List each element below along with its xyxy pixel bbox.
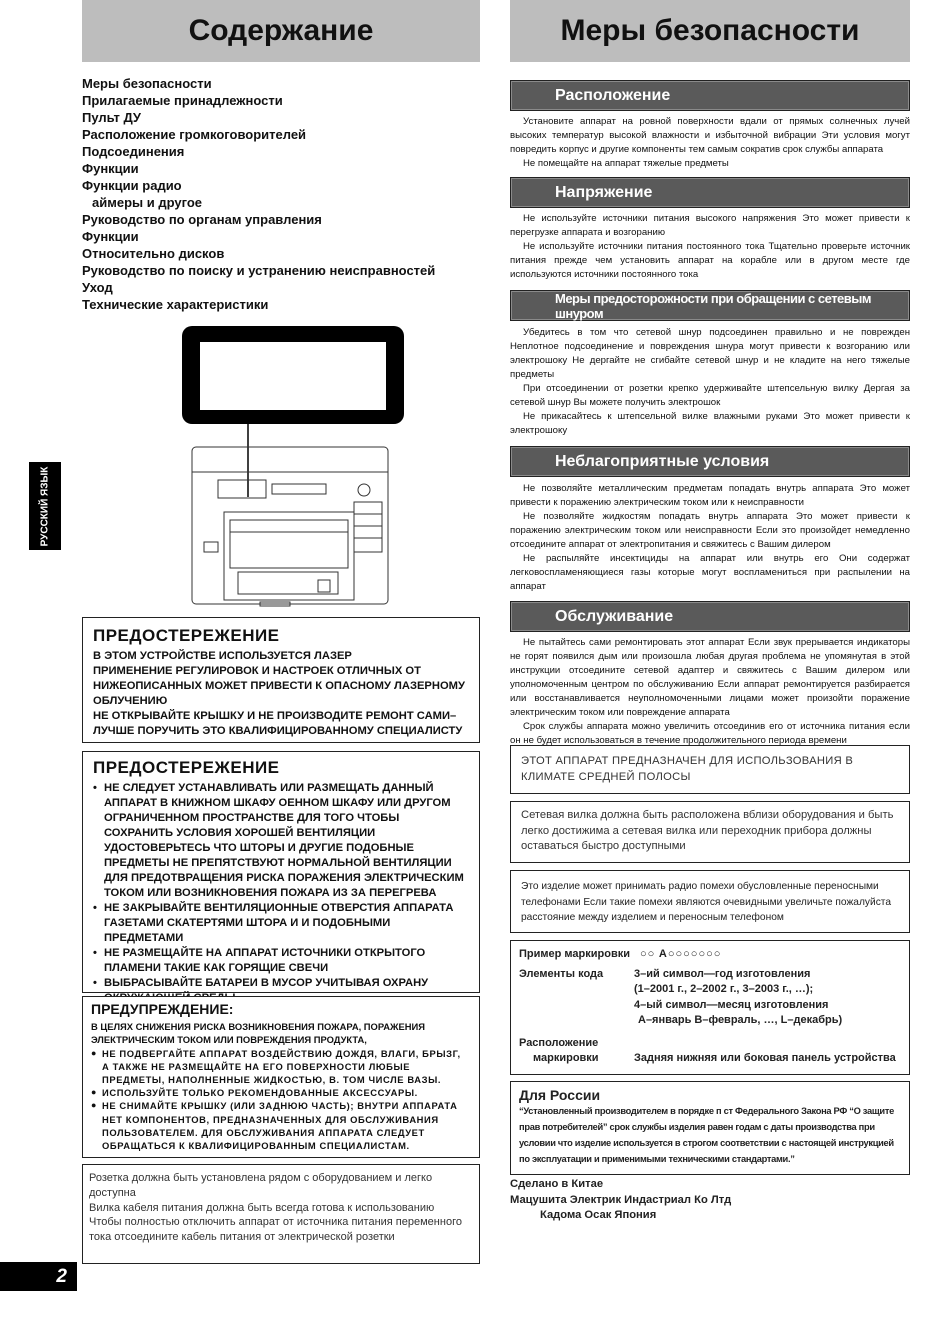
toc-item[interactable]: Руководство по поиску и устранению неисправностей [82, 263, 436, 278]
plug-box: Сетевая вилка должна быть расположена вблизи оборудования и быть легко достижима а сетевая вилка или переходник прибора должны оставаться быстро доступными [510, 801, 910, 863]
ventilation-caution-box [82, 751, 480, 993]
paragraph: Не используйте источники питания высокого напряжения Это может привести к перегрузке аппарата и возгоранию [510, 213, 910, 238]
socket-note-line: Розетка должна быть установлена рядом с оборудованием и легко доступна [89, 1172, 433, 1199]
paragraph: Установите аппарат на ровной поверхности вдали от прямых солнечных лучей высоких температур высокой влажности и избыточной вибрации Эти условия могут повредить корпус и другие компоненты тем самым сократив срок службы аппарата [510, 116, 910, 155]
warning-item: ● НЕ ПОДВЕРГАЙТЕ АППАРАТ ВОЗДЕЙСТВИЮ ДОЖДЯ, ВЛАГИ, БРЫЗГ, А ТАКЖЕ НЕ РАЗМЕЩАЙТЕ НА ЕГО ПОВЕРХНОСТИ ЛЮБЫЕ ПРЕДМЕТЫ, НАПОЛНЕННЫЕ ЖИДКОСТЬЮ, В. ТОМ ЧИСЛЕ ВАЗЫ. [91, 1047, 471, 1087]
manufacturer-info [510, 1177, 910, 1224]
toc-item[interactable]: аймеры и другое [92, 195, 202, 210]
section-body-power-cord [510, 326, 910, 438]
toc-item[interactable]: Относительно дисков [82, 246, 225, 261]
section-body-service [510, 636, 910, 748]
caution-line: НЕ ОТКРЫВАЙТЕ КРЫШКУ И НЕ ПРОИЗВОДИТЕ РЕМОНТ САМИ– ЛУЧШЕ ПОРУЧИТЬ ЭТО КВАЛИФИЦИРОВАННОМУ СПЕЦИАЛИСТУ [93, 710, 463, 737]
toc-item[interactable]: Функции [82, 161, 139, 176]
language-tab: РУССКИЙ ЯЗЫК [29, 462, 61, 550]
warning-item: ● ИСПОЛЬЗУЙТЕ ТОЛЬКО РЕКОМЕНДОВАННЫЕ АКСЕССУАРЫ. [91, 1086, 471, 1099]
location-label: маркировки [533, 1052, 599, 1064]
made-in: Сделано в Китае [510, 1178, 604, 1190]
right-column [510, 0, 910, 748]
caution-item: • ВЫБРАСЫВАЙТЕ БАТАРЕИ В МУСОР УЧИТЫВАЯ ОХРАНУ [93, 976, 469, 1006]
toc-item[interactable]: Уход [82, 280, 113, 295]
warning-heading: ПРЕДУПРЕЖДЕНИЕ: [91, 1001, 234, 1017]
toc-item[interactable]: Технические характеристики [82, 297, 269, 312]
toc-item[interactable]: Руководство по органам управления [82, 212, 322, 227]
paragraph: При отсоединении от розетки крепко удерживайте штепсельную вилку Дергая за сетевой шнур Вы можете получить электрошок [510, 383, 910, 408]
russia-text: “Установленный производителем в порядке п ст Федерального Закона РФ “О защите прав потребителей” срок службы изделия равен годам с даты производства при условии что изделие используется в строгом соответствии с настоящей инструкцией по эксплуатации и применимыми техническими стандартами.” [519, 1106, 894, 1164]
section-body-location [510, 115, 910, 171]
contents-title: Содержание [82, 0, 480, 62]
radio-interference-box [510, 870, 910, 933]
paragraph: Не позволяйте жидкостям попадать внутрь аппарата Это может привести к поражению электрическим током или неисправности Если это произойдет немедленно отсоедините аппарат от электропитания и свяжитесь с Вашим дилером [510, 511, 910, 550]
paragraph: Срок службы аппарата можно увеличить отсоединив его от источника питания если он не будет использоваться в течение продолжительного периода времени [510, 721, 910, 746]
maker-name: Мацушита Электрик Индастриал Ко Лтд [510, 1193, 732, 1206]
socket-note-box [82, 1164, 480, 1264]
section-body-conditions [510, 482, 910, 594]
maker-address: Кадома Осак Япония [540, 1209, 657, 1221]
toc-item[interactable]: Функции [82, 229, 139, 244]
paragraph: Не помещайте на аппарат тяжелые предметы [523, 158, 729, 169]
socket-note-line: Чтобы полностью отключить аппарат от источника питания переменного тока отсоедините кабель питания от электрической розетки [89, 1216, 462, 1244]
table-of-contents [82, 75, 480, 313]
warning-box [82, 996, 480, 1158]
paragraph: Убедитесь в том что сетевой шнур подсоединен правильно и не поврежден Неплотное подсоединение и повреждения шнура могут привести к возгоранию или электрошоку Не дергайте не сгибайте сетевой шнур и не кладите на него тяжелые предметы [510, 327, 910, 380]
device-body [192, 447, 388, 606]
section-body-voltage [510, 212, 910, 282]
device-rear-illustration [178, 322, 408, 612]
laser-caution-box [82, 617, 480, 743]
laser-label-area [200, 342, 386, 410]
code-line: (1–2001 г., 2–2002 г., 3–2003 г., …); [634, 983, 814, 995]
caution-heading: ПРЕДОСТЕРЕЖЕНИЕ [93, 626, 280, 645]
code-line: 4–ый символ—месяц изготовления [634, 998, 829, 1011]
russia-box [510, 1081, 910, 1175]
section-heading-location: Расположение [510, 80, 910, 111]
paragraph: Не распыляйте инсектициды на аппарат или внутрь его Они содержат легковоспламеняющиеся газы которые могут воспламениться при распылении на аппарат [510, 553, 910, 592]
page-number: 2 [0, 1262, 77, 1291]
section-heading-power-cord: Меры предосторожности при обращении с сетевым шнуром [510, 290, 910, 321]
left-column [82, 0, 480, 313]
marking-example-code: ○○ A○○○○○○○ [639, 948, 722, 960]
socket-note-line: Вилка кабеля питания должна быть всегда готова к использованию [89, 1201, 435, 1214]
location-value: Задняя нижняя или боковая панель устройства [634, 1052, 896, 1064]
paragraph: Не прикасайтесь к штепсельной вилке влажными руками Это может привести к электрошоку [510, 411, 910, 436]
russia-heading: Для России [519, 1087, 601, 1103]
toc-item[interactable]: Подсоединения [82, 144, 185, 159]
marking-example-label: Пример маркировки [519, 948, 630, 960]
warning-intro: В ЦЕЛЯХ СНИЖЕНИЯ РИСКА ВОЗНИКНОВЕНИЯ ПОЖАРА, ПОРАЖЕНИЯ ЭЛЕКТРИЧЕСКИМ ТОКОМ ИЛИ ПОВРЕЖДЕНИЯ ПРОДУКТА, [91, 1021, 425, 1046]
safety-title: Меры безопасности [510, 0, 910, 62]
toc-item[interactable]: Пульт ДУ [82, 110, 141, 125]
caution-item: • НЕ СЛЕДУЕТ УСТАНАВЛИВАТЬ ИЛИ РАЗМЕЩАТЬ ДАННЫЙ АППАРАТ В КНИЖНОМ ШКАФУ ОЕННОМ ШКАФУ ИЛИ ДРУГОМ ОГРАНИЧЕННОМ ПРОСТРАНСТВЕ ДЛЯ ТОГО ЧТОБЫ СОХРАНИТЬ УСЛОВИЯ ХОРОШЕЙ ВЕНТИЛЯЦИИ УДОСТОВЕРЬТЕСЬ ЧТО ШТОРЫ И ДРУГИЕ ПОДОБНЫЕ ПРЕДМЕТЫ НЕ ПРЕПЯТСТВУЮТ НОРМАЛЬНОЙ ВЕНТИЛЯЦИИ ДЛЯ ПРЕДОТВРАЩЕНИЯ РИСКА ПОРАЖЕНИЯ ЭЛЕКТРИЧЕСКИМ ТОКОМ ИЛИ ВОЗНИКНОВЕНИЯ ПОЖАРА ИЗ ЗА ПЕРЕГРЕВА [93, 781, 469, 901]
climate-box: ЭТОТ АППАРАТ ПРЕДНАЗНАЧЕН ДЛЯ ИСПОЛЬЗОВАНИЯ В КЛИМАТЕ СРЕДНЕЙ ПОЛОСЫ [510, 745, 910, 794]
paragraph: Не пытайтесь сами ремонтировать этот аппарат Если звук прерывается индикаторы не горят появился дым или произошла любая другая проблема не упомянутая в этой инструкции отсоедините сетевой адаптер и свяжитесь с Вашим дилером или уполномоченным центром по обслуживанию Если аппарат ремонтируется разбирается или восстанавливается неуполномоченными лицами может произойти поражение электрическим током или повреждение аппарата [510, 637, 910, 718]
section-heading-service: Обслуживание [510, 601, 910, 632]
caution-heading: ПРЕДОСТЕРЕЖЕНИЕ [93, 758, 280, 777]
paragraph: Не используйте источники питания постоянного тока Тщательно проверьте источник питания прежде чем установить аппарат на корабле или в другом месте где используются источники постоянного тока [510, 241, 910, 280]
toc-item[interactable]: Прилагаемые принадлежности [82, 93, 283, 108]
marking-box [510, 940, 910, 1075]
code-line: 3–ий символ—год изготовления [634, 967, 811, 980]
radio-interference-text: Это изделие может принимать радио помехи обусловленные переносными телефонами Если такие помехи являются очевидными увеличьте пожалуйста расстояние между изделием и переносным телефоном [521, 881, 892, 923]
caution-item: • НЕ РАЗМЕЩАЙТЕ НА АППАРАТ ИСТОЧНИКИ ОТКРЫТОГО ПЛАМЕНИ ТАКИЕ КАК ГОРЯЩИЕ СВЕЧИ [93, 946, 469, 976]
toc-item[interactable]: Расположение громкоговорителей [82, 127, 307, 142]
warning-item: ● НЕ СНИМАЙТЕ КРЫШКУ (ИЛИ ЗАДНЮЮ ЧАСТЬ); ВНУТРИ АППАРАТА НЕТ КОМПОНЕНТОВ, ПРЕДНАЗНАЧЕННЫХ ДЛЯ ОБСЛУЖИВАНИЯ ПОЛЬЗОВАТЕЛЕМ. ДЛЯ ОБСЛУЖИВАНИЯ АППАРАТА СЛЕДУЕТ ОБРАЩАТЬСЯ К КВАЛИФИЦИРОВАННЫМ СПЕЦИАЛИСТАМ. [91, 1099, 471, 1152]
paragraph: Не позволяйте металлическим предметам попадать внутрь аппарата Это может привести к поражению электрическим током или к неисправности [510, 483, 910, 508]
section-heading-voltage: Напряжение [510, 177, 910, 208]
section-heading-conditions: Неблагоприятные условия [510, 446, 910, 477]
toc-item[interactable]: Функции радио [82, 178, 182, 193]
code-elements-label: Элементы кода [519, 967, 604, 980]
caution-line: В ЭТОМ УСТРОЙСТВЕ ИСПОЛЬЗУЕТСЯ ЛАЗЕР [93, 650, 352, 662]
location-label: Расположение [519, 1036, 599, 1049]
code-line: A–январь B–февраль, …, L–декабрь) [638, 1014, 843, 1026]
caution-item: • НЕ ЗАКРЫВАЙТЕ ВЕНТИЛЯЦИОННЫЕ ОТВЕРСТИЯ АППАРАТА ГАЗЕТАМИ СКАТЕРТЯМИ ШТОРА И И ПОДОБНЫМИ ПРЕДМЕТАМИ [93, 901, 469, 946]
caution-line: ПРИМЕНЕНИЕ РЕГУЛИРОВОК И НАСТРОЕК ОТЛИЧНЫХ ОТ НИЖЕОПИСАННЫХ МОЖЕТ ПРИВЕСТИ К ОПАСНОМУ ЛАЗЕРНОМУ ОБЛУЧЕНИЮ [93, 665, 465, 707]
toc-item[interactable]: Меры безопасности [82, 76, 212, 91]
